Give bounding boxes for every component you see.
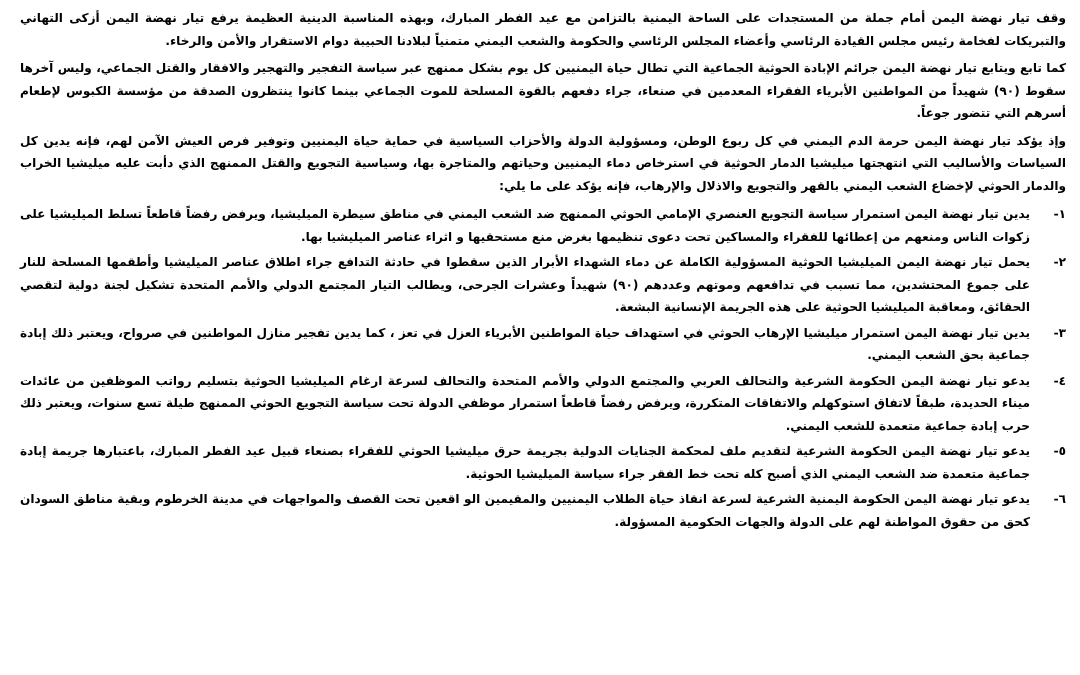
- list-item-text: يدعو تيار نهضة اليمن الحكومة الشرعية لتقديم ملف لمحكمة الجنايات الدولية بجريمة حرق ميليشيا الحوثي للفقراء بصنعاء قبيل عيد الفطر المبارك، باعتبارها جريمة إبادة جماعية متعمدة ضد الشعب اليمني الذي أصبح كله تحت خط الفقر جراء سياسة الميليشيا الحوثية.: [20, 444, 1030, 481]
- list-item-number: ٣-: [1053, 325, 1066, 340]
- paragraph-intro: وقف تيار نهضة اليمن أمام جملة من المستجدات على الساحة اليمنية بالتزامن مع عيد الفطر المبارك، وبهذه المناسبة الدينية العظيمة يرفع تيار نهضة اليمن أزكى التهاني والتبريكات لفخامة رئيس مجلس القيادة الرئاسي وأعضاء المجلس الرئاسي والحكومة والشعب اليمني متمنياً لبلادنا الحبيبة دوام الاستقرار والأمن والرخاء.: [20, 11, 1066, 48]
- list-item-number: ٦-: [1053, 492, 1066, 506]
- list-item-number: ١-: [1053, 207, 1066, 221]
- demands-list: [20, 203, 1066, 533]
- list-item-text: يدين تيار نهضة اليمن استمرار سياسة التجويع العنصري الإمامي الحوثي الممنهج ضد الشعب اليمني في مناطق سيطرة الميليشيا، ويرفض رفضاً قاطعاً تسلط الميليشيا على زكوات الناس ومنعهم من إعطائها للفقراء والمساكين تحت دعوى تنظيمها بغرض منع مستحقيها و اثراء عناصر الميليشيا بها.: [20, 207, 1030, 244]
- list-item: [20, 370, 1066, 438]
- list-item-number: ٥-: [1053, 444, 1066, 458]
- list-item-text: يدين تيار نهضة اليمن استمرار ميليشيا الإرهاب الحوثي في استهداف حياة المواطنين الأبرياء العزل في تعز ، كما يدين تفجير منازل المواطنين في صرواح، ويعتبر ذلك إبادة جماعية بحق الشعب اليمني.: [20, 325, 1030, 362]
- list-item: [20, 322, 1066, 367]
- list-item: [20, 440, 1066, 485]
- list-item-number: ٢-: [1053, 255, 1066, 269]
- list-item: [20, 203, 1066, 248]
- list-item: [20, 488, 1066, 533]
- list-item-text: يحمل تيار نهضة اليمن الميليشيا الحوثية المسؤولية الكاملة عن دماء الشهداء الأبرار الذين سقطوا في حادثة التدافع جراء اطلاق عناصر الميليشيا وأطقمها المسلحة للنار على جموع المحتشدين، مما تسبب في تدافعهم وموتهم وعددهم (٩٠) شهيداً وعشرات الجرحى، ويطالب التيار المجتمع الدولي والأمم المتحدة تشكيل لجنة دولية لتقصي الحقائق، ومعاقبة الميليشيا الحوثية على هذه الجريمة الإنسانية البشعة.: [20, 255, 1031, 314]
- paragraph-genocide: كما تابع ويتابع تيار نهضة اليمن جرائم الإبادة الحوثية الجماعية التي تطال حياة اليمنيين كل يوم بشكل ممنهج عبر سياسة التفجير والتهجير والافقار والقتل الجماعي، وليس آخرها سقوط (٩٠) شهيداً من المواطنين الأبرياء الفقراء المعدمين في صنعاء، جراء دفعهم بالقوة المسلحة للموت الجماعي بينما كانوا ينتظرون الصدقة من مؤسسة الكبوس لإطعام أسرهم التي تتضور جوعاً.: [20, 61, 1066, 120]
- list-item-text: يدعو تيار نهضة اليمن الحكومة اليمنية الشرعية لسرعة انقاذ حياة الطلاب اليمنيين والمقيمين الو اقعين تحت القصف والمواجهات في مدينة الخرطوم وبقية مناطق السودان كحق من حقوق المواطنة لهم على الدولة والجهات الحكومية المسؤولة.: [20, 492, 1030, 529]
- list-item-text: يدعو تيار نهضة اليمن الحكومة الشرعية والتحالف العربي والمجتمع الدولي والأمم المتحدة والتحالف لسرعة ارغام الميليشيا الحوثية بتسليم رواتب الموظفين من عائدات ميناء الحديدة، طبقاً لاتفاق استوكهلم والاتفاقات المتكررة، ويرفض رفضاً قاطعاً استمرار موظفي الدولة تحت سياسة التجويع الحوثي الممنهج طيلة تسع سنوات، ويعتبر ذلك حرب إبادة جماعية متعمدة للشعب اليمني.: [20, 373, 1030, 433]
- paragraph-position: وإذ يؤكد تيار نهضة اليمن حرمة الدم اليمني في كل ربوع الوطن، ومسؤولية الدولة والأحزاب السياسية في حماية حياة اليمنيين وتوفير فرص العيش الآمن لهم، فإنه يدين كل السياسات والأساليب التي انتهجتها ميليشيا الدمار الحوثية في استرخاص دماء اليمنيين وحياتهم والمتاجرة بها، وسياسية التجويع والقتل الممنهج الذي دأبت عليه ميليشيا الخراب والدمار الحوثي لإخضاع الشعب اليمني بالقهر والتجويع والاذلال والإرهاب، فإنه يؤكد على ما يلي:: [20, 133, 1066, 193]
- list-item-number: ٤-: [1053, 373, 1066, 388]
- list-item: [20, 251, 1066, 319]
